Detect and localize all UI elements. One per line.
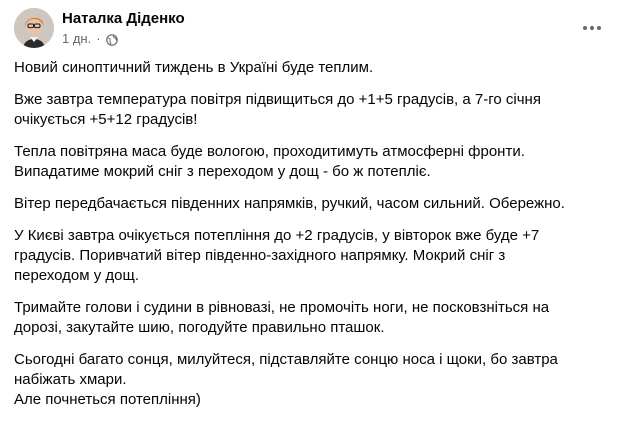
post-text-line: переходом у дощ. [14,267,140,284]
post-text-line: У Києві завтра очікується потепління до +2 градусів, у вівторок вже буде +7 [14,227,540,244]
post-paragraph [14,350,606,410]
post-text-line: Тепла повітряна маса буде вологою, проходитимуть атмосферні фронти. [14,143,525,160]
more-options-button[interactable] [578,14,606,42]
post-text-line: градусів. Поривчатий вітер південно-західного напрямку. Мокрий сніг з [14,247,506,264]
more-horizontal-icon [582,25,602,31]
meta-separator: · [96,31,101,46]
post-paragraph [14,298,606,338]
globe-icon[interactable] [106,33,118,45]
post-text-line: Тримайте голови і судини в рівновазі, не промочіть ноги, не посковзніться на [14,299,550,316]
post-paragraph [14,194,606,214]
post-paragraph [14,226,606,286]
post-text-line: набіжать хмари. [14,371,127,388]
post-paragraph [14,58,606,78]
post-text-line: Новий синоптичний тиждень в Україні буде теплим. [14,59,374,76]
post-text-line: Випадатиме мокрий сніг з переходом у дощ - бо ж потепліє. [14,163,431,180]
post-timestamp[interactable]: 1 дн. [62,31,92,46]
post-text-line: Вже завтра температура повітря підвищиться до +1+5 градусів, а 7-го січня [14,91,541,108]
post-text-line: очікується +5+12 градусів! [14,111,198,128]
post-meta [62,30,185,47]
post-text-line: дорозі, закутайте шию, погодуйте правильно пташок. [14,319,385,336]
author-name[interactable]: Наталка Діденко [62,10,185,27]
post-paragraph [14,90,606,130]
post-text [14,58,606,422]
post-text-line: Сьогодні багато сонця, милуйтеся, підставляйте сонцю носа і щоки, бо завтра [14,351,558,368]
post-text-line: Але почнеться потепління) [14,391,201,408]
post-text-line: Вітер передбачається південних напрямків, ручкий, часом сильний. Обережно. [14,195,565,212]
avatar[interactable] [14,8,54,48]
avatar-photo [14,8,54,48]
author-block [62,9,185,47]
post-paragraph [14,142,606,182]
post-header [14,6,185,50]
